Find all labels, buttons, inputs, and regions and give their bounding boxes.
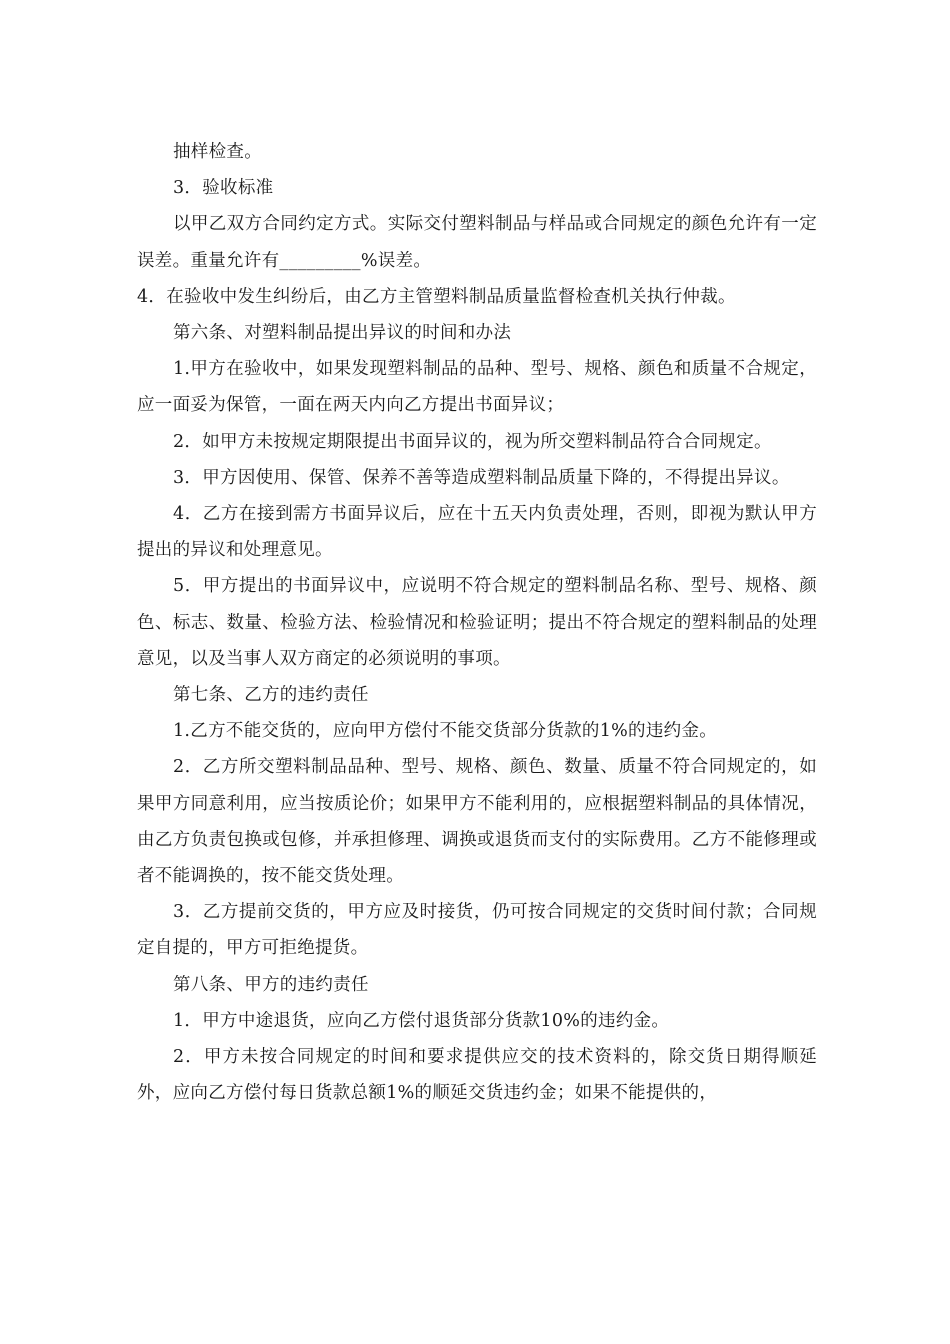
article-six-item-5: 5．甲方提出的书面异议中，应说明不符合规定的塑料制品名称、型号、规格、颜色、标志、数量、检验方法、检验情况和检验证明；提出不符合规定的塑料制品的处理意见，以及当事人双方商定的必须说明的事项。 [137,576,817,669]
article-seven-heading: 第七条、乙方的违约责任 [173,685,369,706]
article-six-item-1: 1.甲方在验收中，如果发现塑料制品的品种、型号、规格、颜色和质量不合规定，应一面妥为保管，一面在两天内向乙方提出书面异议； [137,359,817,416]
article-eight-item-2: 2．甲方未按合同规定的时间和要求提供应交的技术资料的，除交货日期得顺延外，应向乙方偿付每日货款总额1%的顺延交货违约金；如果不能提供的， [137,1047,817,1104]
paragraph-sampling: 抽样检查。 [173,142,262,162]
paragraph-acceptance-standard-heading: 3．验收标准 [173,178,274,199]
paragraph-dispute-arbitration: 4．在验收中发生纠纷后，由乙方主管塑料制品质量监督检查机关执行仲裁。 [137,286,736,307]
article-seven-item-1: 1.乙方不能交货的，应向甲方偿付不能交货部分货款的1%的违约金。 [173,721,718,742]
paragraph-acceptance-standard: 以甲乙双方合同约定方式。实际交付塑料制品与样品或合同规定的颜色允许有一定误差。重量允许有_________%误差。 [137,214,817,271]
article-seven-item-3: 3．乙方提前交货的，甲方应及时接货，仍可按合同规定的交货时间付款；合同规定自提的，甲方可拒绝提货。 [137,902,817,959]
article-six-item-3: 3．甲方因使用、保管、保养不善等造成塑料制品质量下降的，不得提出异议。 [173,467,790,488]
article-six-item-2: 2．如甲方未按规定期限提出书面异议的，视为所交塑料制品符合合同规定。 [173,431,772,452]
article-eight-item-1: 1．甲方中途退货，应向乙方偿付退货部分货款10%的违约金。 [173,1010,670,1031]
article-eight-heading: 第八条、甲方的违约责任 [173,974,369,995]
article-six-item-4: 4．乙方在接到需方书面异议后，应在十五天内负责处理，否则，即视为默认甲方提出的异议和处理意见。 [137,504,817,561]
article-six-heading: 第六条、对塑料制品提出异议的时间和办法 [173,323,512,344]
document-body [137,134,817,1111]
article-seven-item-2: 2．乙方所交塑料制品品种、型号、规格、颜色、数量、质量不符合同规定的，如果甲方同意利用，应当按质论价；如果甲方不能利用的，应根据塑料制品的具体情况，由乙方负责包换或包修，并承担修理、调换或退货而支付的实际费用。乙方不能修理或者不能调换的，按不能交货处理。 [137,757,817,887]
